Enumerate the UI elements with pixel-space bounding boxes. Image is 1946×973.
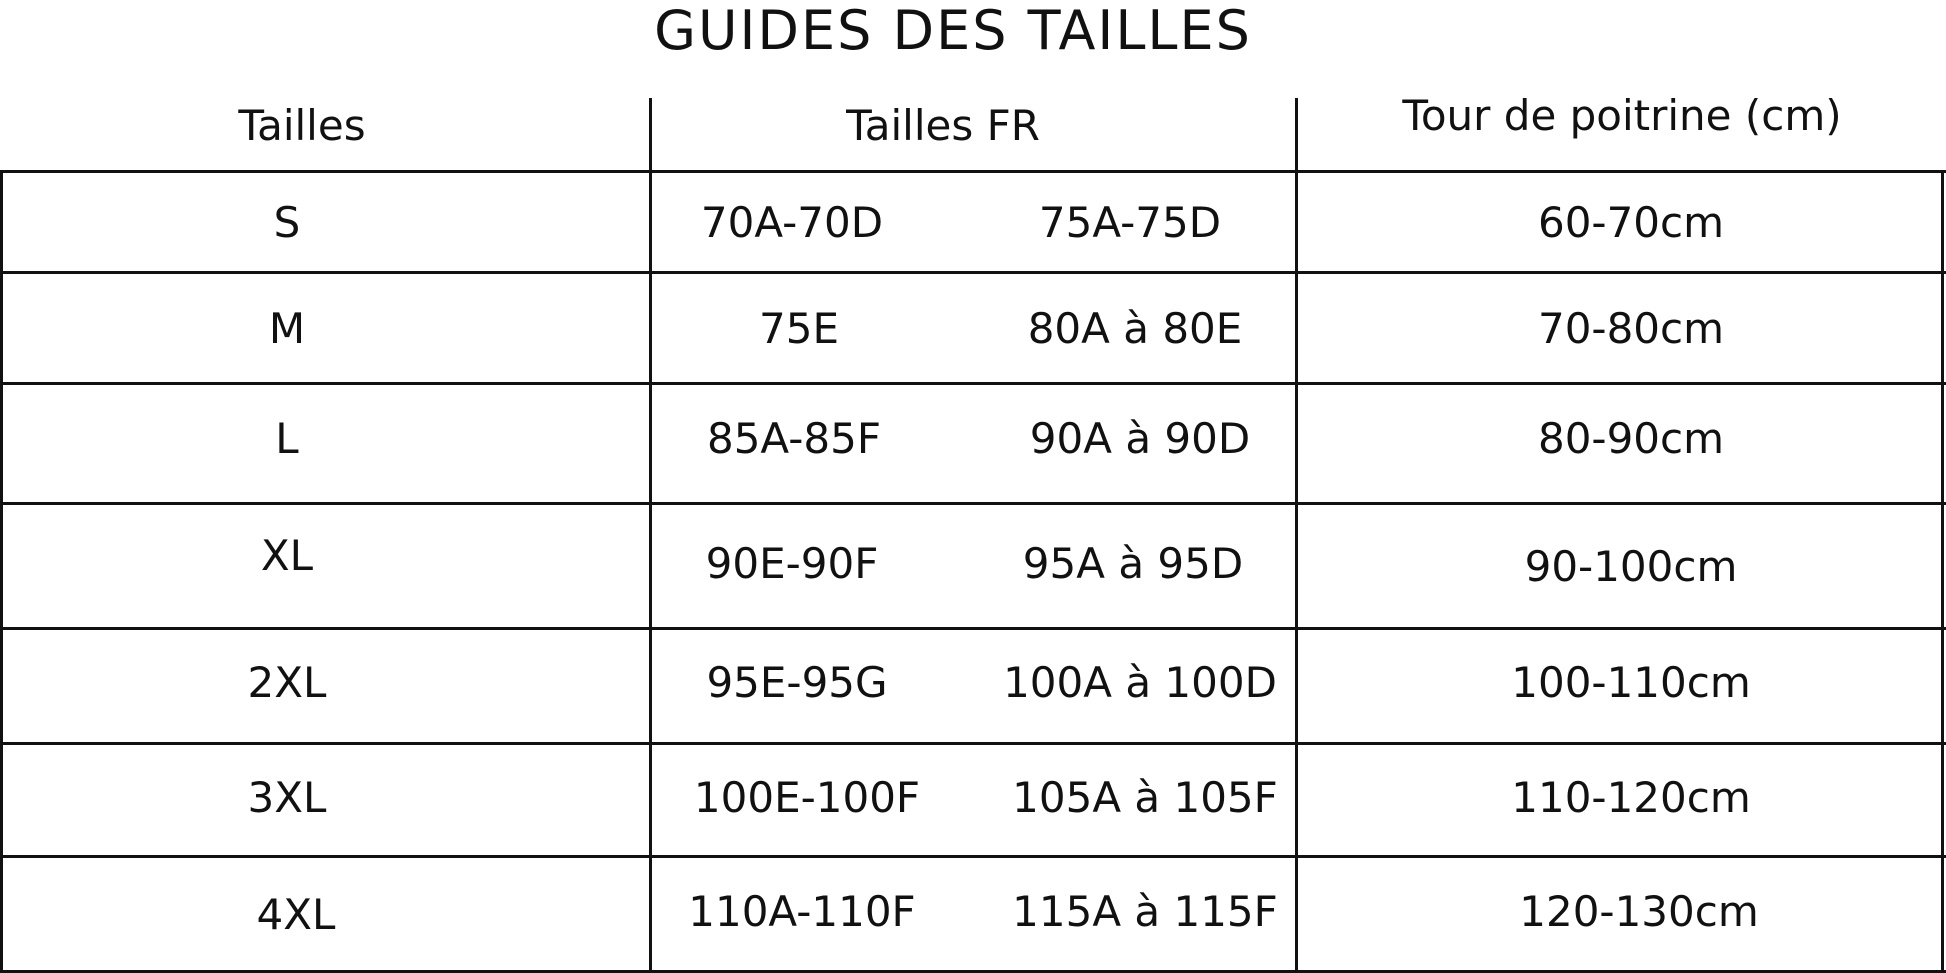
fr-size-cell: 100A à 100D <box>1003 657 1277 707</box>
table-border-right <box>1941 170 1944 973</box>
column-divider-2 <box>1295 98 1298 973</box>
chest-cell: 120-130cm <box>1519 886 1759 936</box>
size-cell: 3XL <box>247 772 327 822</box>
fr-size-cell: 100E-100F <box>693 772 921 822</box>
chest-cell: 60-70cm <box>1537 197 1725 247</box>
size-cell: 4XL <box>256 889 336 939</box>
column-divider-1 <box>649 98 652 973</box>
fr-size-cell: 75A-75D <box>1038 197 1222 247</box>
fr-size-cell: 90E-90F <box>705 538 879 588</box>
fr-size-cell: 95E-95G <box>706 657 888 707</box>
fr-size-cell: 110A-110F <box>688 886 916 936</box>
fr-size-cell: 105A à 105F <box>1012 772 1278 822</box>
chest-cell: 110-120cm <box>1511 772 1751 822</box>
header-chest: Tour de poitrine (cm) <box>1402 90 1842 140</box>
fr-size-cell: 115A à 115F <box>1012 886 1278 936</box>
page-title: GUIDES DES TAILLES <box>654 0 1252 62</box>
size-cell: XL <box>260 530 314 580</box>
header-sizes: Tailles <box>238 100 366 150</box>
size-cell: 2XL <box>247 657 327 707</box>
chest-cell: 90-100cm <box>1524 541 1738 591</box>
chest-cell: 70-80cm <box>1537 303 1725 353</box>
chest-cell: 100-110cm <box>1511 657 1751 707</box>
fr-size-cell: 80A à 80E <box>1027 303 1243 353</box>
table-border-left <box>0 170 3 973</box>
size-cell: S <box>273 197 301 247</box>
size-cell: M <box>268 303 306 353</box>
fr-size-cell: 85A-85F <box>706 414 881 463</box>
fr-size-cell: 75E <box>759 303 839 353</box>
header-fr-sizes: Tailles FR <box>846 100 1040 150</box>
fr-size-cell: 95A à 95D <box>1022 538 1244 588</box>
size-cell: L <box>275 414 299 463</box>
fr-size-cell: 70A-70D <box>700 197 884 247</box>
fr-size-cell: 90A à 90D <box>1029 414 1251 463</box>
chest-cell: 80-90cm <box>1537 414 1725 463</box>
